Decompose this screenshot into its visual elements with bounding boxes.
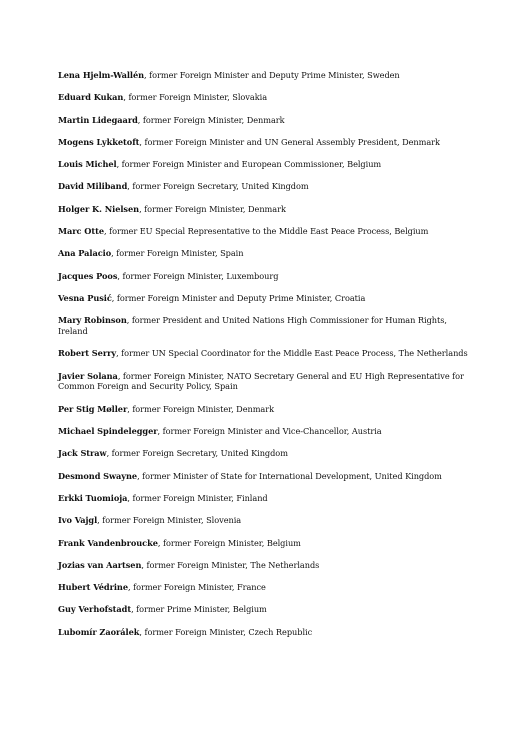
signatory-role: , former Foreign Minister, Slovakia <box>123 92 268 103</box>
signatory-role: , former UN Special Coordinator for the Middle East Peace Process, The Netherlands <box>116 348 468 359</box>
signatory-name: Robert Serry <box>58 348 117 359</box>
signatory-entry <box>58 560 470 571</box>
signatory-name: Mogens Lykketoft <box>58 136 140 147</box>
signatory-entry <box>58 371 470 393</box>
signatory-entry <box>58 137 470 148</box>
signatory-role: , former Foreign Minister, The Netherlands <box>141 559 320 570</box>
signatory-entry <box>58 271 470 282</box>
signatory-entry <box>58 515 470 526</box>
signatory-entry <box>58 115 470 126</box>
signatory-entry <box>58 404 470 415</box>
signatory-entry <box>58 471 470 482</box>
signatory-name: Ana Palacio <box>58 248 112 259</box>
signatory-role: , former Foreign Minister and UN General Assembly President, Denmark <box>139 136 440 147</box>
signatory-name: Michael Spindelegger <box>58 426 158 437</box>
signatory-role: , former Foreign Minister and European Commissioner, Belgium <box>116 159 382 170</box>
signatory-role: , former Foreign Minister, Luxembourg <box>117 270 279 281</box>
signatory-name: Jacques Poos <box>58 270 118 281</box>
signatory-role: , former Foreign Minister, Belgium <box>157 537 301 548</box>
signatory-role: , former Foreign Minister and Vice-Chancellor, Austria <box>157 426 382 437</box>
signatory-entry <box>58 293 470 304</box>
signatory-role: , former Foreign Minister, Denmark <box>127 403 275 414</box>
signatory-entry <box>58 627 470 638</box>
signatory-role: , former Foreign Minister, Denmark <box>139 203 286 214</box>
signatory-name: Erkki Tuomioja <box>58 492 128 503</box>
signatory-role: , former Foreign Minister, France <box>128 582 266 593</box>
signatory-entry <box>58 181 470 192</box>
signatory-name: Guy Verhofstadt <box>58 604 132 615</box>
signatory-entry <box>58 448 470 459</box>
signatory-role: , former President and United Nations High Commissioner for Human Rights, Ireland <box>58 315 447 337</box>
signatory-role: , former Foreign Minister and Deputy Prime Minister, Sweden <box>144 70 400 80</box>
signatory-entry <box>58 226 470 237</box>
signatory-role: , former Foreign Secretary, United Kingdom <box>106 448 288 459</box>
signatory-name: Hubert Védrine <box>58 582 128 593</box>
signatory-entry <box>58 348 470 359</box>
signatory-role: , former EU Special Representative to the Middle East Peace Process, Belgium <box>103 226 429 237</box>
signatory-entry <box>58 204 470 215</box>
signatory-name: Louis Michel <box>58 159 117 170</box>
signatory-role: , former Foreign Minister, Czech Republic <box>139 626 313 637</box>
signatory-name: Holger K. Nielsen <box>58 203 140 214</box>
signatory-name: Frank Vandenbroucke <box>58 537 158 548</box>
signatory-name: Mary Robinson <box>58 315 127 326</box>
signatory-name: Eduard Kukan <box>58 92 124 103</box>
signatory-role: , former Foreign Minister, Spain <box>111 248 244 259</box>
signatory-name: Desmond Swayne <box>58 470 138 481</box>
signatory-name: Lubomír Zaorálek <box>58 626 140 637</box>
signatory-name: Lena Hjelm-Wallén <box>58 70 145 80</box>
signatory-name: Per Stig Møller <box>58 403 128 414</box>
signatory-entry <box>58 582 470 593</box>
signatory-entry <box>58 70 470 81</box>
signatory-list <box>58 70 470 649</box>
signatory-name: Martin Lidegaard <box>58 114 138 125</box>
signatory-role: , former Minister of State for International Development, United Kingdom <box>137 470 442 481</box>
signatory-name: Jack Straw <box>58 448 107 459</box>
signatory-entry <box>58 315 470 337</box>
signatory-role: , former Foreign Minister, NATO Secretary General and EU High Representative for Common Foreign and Security Policy, Spain <box>58 370 464 392</box>
signatory-name: Jozias van Aartsen <box>58 559 142 570</box>
signatory-role: , former Foreign Minister, Slovenia <box>97 515 242 526</box>
signatory-entry <box>58 248 470 259</box>
signatory-role: , former Foreign Minister and Deputy Prime Minister, Croatia <box>111 292 366 303</box>
signatory-name: Javier Solana <box>58 370 118 381</box>
signatory-entry <box>58 159 470 170</box>
signatory-role: , former Foreign Minister, Finland <box>127 492 268 503</box>
signatory-name: Marc Otte <box>58 226 104 237</box>
signatory-entry <box>58 604 470 615</box>
signatory-role: , former Prime Minister, Belgium <box>131 604 267 615</box>
signatory-name: David Miliband <box>58 181 128 192</box>
signatory-role: , former Foreign Secretary, United Kingdom <box>127 181 309 192</box>
signatory-entry <box>58 92 470 103</box>
signatory-entry <box>58 493 470 504</box>
signatory-entry <box>58 538 470 549</box>
signatory-entry <box>58 426 470 437</box>
signatory-name: Vesna Pusić <box>58 292 112 303</box>
signatory-name: Ivo Vajgl <box>58 515 98 526</box>
signatory-role: , former Foreign Minister, Denmark <box>137 114 285 125</box>
